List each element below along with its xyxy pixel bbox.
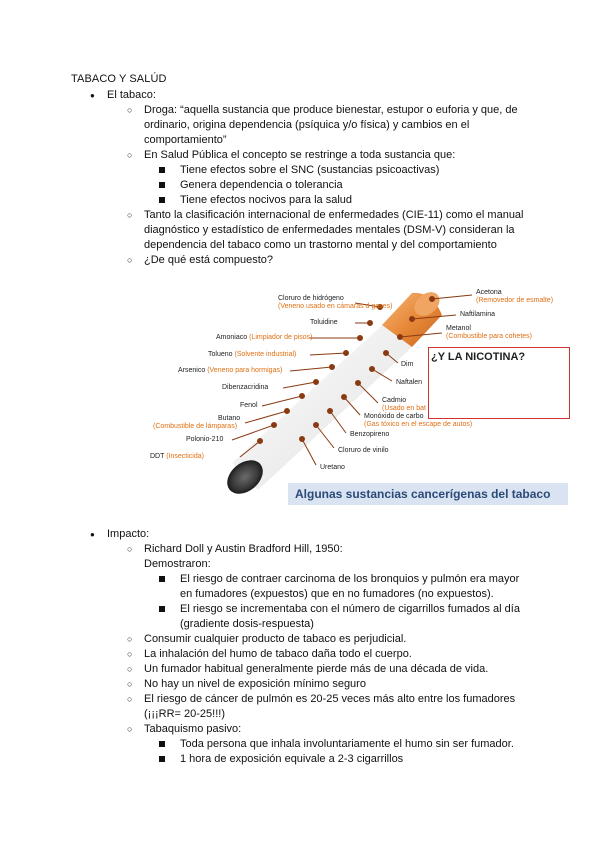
- bullet-square: [159, 741, 165, 747]
- bullet-square: [159, 182, 165, 188]
- list-item: ○ Tabaquismo pasivo: Toda persona que inhala involuntariamente el humo sin ser fumador. 1 hora de exposición equivale a 2-3 cigarrillos: [107, 722, 600, 767]
- list-item: ○ Un fumador habitual generalmente pierde más de una década de vida.: [127, 663, 489, 675]
- sub-list: [107, 572, 600, 632]
- label-cloruro-hidrogeno: Cloruro de hidrógeno (Veneno usado en cámaras d gases): [278, 295, 393, 310]
- label-benzopireno: Benzopireno: [350, 431, 390, 438]
- label-toluidine: Toluidine: [310, 319, 338, 326]
- impacto-list: [107, 542, 600, 767]
- sub-list-item: Tiene efectos nocivos para la salud: [107, 193, 600, 208]
- label-acetona: Acetona (Removedor de esmalte): [476, 289, 554, 304]
- label-uretano: Uretano: [320, 464, 345, 471]
- list-item: ○ Consumir cualquier producto de tabaco es perjudicial.: [127, 633, 407, 645]
- bullet-circle: ○: [127, 150, 133, 160]
- bullet-square: [159, 167, 165, 173]
- page-title: TABACO Y SALÚD: [71, 73, 167, 85]
- bullet-circle: ○: [127, 634, 133, 644]
- label-ddt: DDT (Insecticida): [150, 453, 204, 460]
- sub-list-item: El riesgo se incrementaba con el número de cigarrillos fumados al día (gradiente dosis-respuesta): [107, 602, 600, 632]
- label-tolueno: Tolueno (Solvente industrial): [208, 351, 297, 358]
- section-tabaco: [0, 88, 600, 268]
- label-naftilamina: Naftilamina: [460, 311, 496, 318]
- sub-list-item: El riesgo de contraer carcinoma de los bronquios y pulmón era mayor en fumadores (expuestos) que en no fumadores (no expuestos).: [107, 572, 600, 602]
- list-item: ○ ¿De qué está compuesto?: [127, 254, 274, 266]
- label-cloruro-vinilo: Cloruro de vinilo: [338, 447, 389, 454]
- label-dibenzacridina: Dibenzacridina: [222, 384, 269, 391]
- bullet-circle: ○: [127, 694, 133, 704]
- bullet-circle: ○: [127, 210, 133, 220]
- label-arsenico: Arsenico (Veneno para hormigas): [178, 367, 283, 374]
- bullet-circle: ○: [127, 724, 133, 734]
- bullet-square: [159, 606, 165, 612]
- list-item: ○ Droga: “aquella sustancia que produce bienestar, estupor o euforia y que, de ordinario, origina dependencia (psíquica y/o física) y cambios en el comportamiento”: [127, 104, 518, 146]
- sub-list-item: Toda persona que inhala involuntariamente el humo sin ser fumador.: [107, 737, 600, 752]
- label-monoxido-carbono: Monóxido de carbo (Gas tóxico en el escape de autos): [364, 413, 473, 428]
- bullet-dot: ●: [90, 530, 95, 539]
- bullet-square: [159, 756, 165, 762]
- list-item: ○ Tanto la clasificación internacional de enfermedades (CIE-11) como el manual diagnóstico y estadístico de enfermedades mentales (DSM-V) consideran la dependencia del tabaco como un trastorno mental y del comportamiento: [127, 209, 524, 251]
- label-butano: Butano (Combustible de lámparas): [153, 415, 241, 430]
- list-item: ○ No hay un nivel de exposición mínimo seguro: [127, 678, 366, 690]
- bullet-circle: ○: [127, 664, 133, 674]
- nicotina-question: ¿Y LA NICOTINA?: [431, 351, 526, 363]
- bullet-circle: ○: [127, 544, 133, 554]
- section-heading-impacto: ● Impacto: ○ Richard Doll y Austin Bradford Hill, 1950: Demostraron: El riesgo de contraer carcinoma de los bronquios y pulmón era mayor en fumadores (expuestos) que en no fumadores (no expuestos). El riesgo se incrementaba con el número de cigarrillos fumados al día (gradiente dosis-respuesta) ○ Consumir cualquier producto de tabaco es perjudicial. ○ La inhalación del humo de tabaco daña todo el cuerpo. ○ Un fumador habitual generalmente pierde más de una década de vida. ○ No hay un nivel de exposición mínimo seguro ○ El riesgo de cáncer de pulmón es 20-25 veces más alto entre los fumadores (¡¡¡RR= 20-25!!!) ○ Tabaquismo pasivo: Toda persona que inhala involuntariamente el humo sin ser fumador. 1 hora de exposición equivale a 2-3 cigarrillos: [0, 527, 600, 767]
- figure-caption: Algunas sustancias cancerígenas del tabaco: [295, 487, 551, 501]
- label-polonio: Polonio-210: [186, 436, 224, 443]
- sub-list-item: Tiene efectos sobre el SNC (sustancias psicoactivas): [107, 163, 600, 178]
- sub-list: [107, 163, 600, 208]
- section-impacto: [0, 527, 600, 767]
- bullet-square: [159, 576, 165, 582]
- bullet-circle: ○: [127, 649, 133, 659]
- label-naftalen: Naftalen: [396, 379, 423, 386]
- label-dim: Dim: [401, 361, 414, 368]
- list-item: ○ Richard Doll y Austin Bradford Hill, 1950: Demostraron: El riesgo de contraer carcinoma de los bronquios y pulmón era mayor en fumadores (expuestos) que en no fumadores (no expuestos). El riesgo se incrementaba con el número de cigarrillos fumados al día (gradiente dosis-respuesta): [107, 542, 600, 632]
- list-item: ○ El riesgo de cáncer de pulmón es 20-25 veces más alto entre los fumadores (¡¡¡RR= 20-25!!!): [127, 693, 516, 720]
- bullet-circle: ○: [127, 105, 133, 115]
- bullet-dot: ●: [90, 91, 95, 100]
- bullet-circle: ○: [127, 679, 133, 689]
- bullet-circle: ○: [127, 255, 133, 265]
- bullet-square: [159, 197, 165, 203]
- tabaco-list: [107, 103, 600, 268]
- cigarette-figure: [150, 285, 570, 510]
- label-fenol: Fenol: [240, 402, 258, 409]
- section-heading-tabaco: ● El tabaco: ○ Droga: “aquella sustancia que produce bienestar, estupor o euforia y que, de ordinario, origina dependencia (psíquica y/o física) y cambios en el comportamiento” ○ En Salud Pública el concepto se restringe a toda sustancia que: Tiene efectos sobre el SNC (sustancias psicoactivas) Genera dependencia o tolerancia Tiene efectos nocivos para la salud ○ Tanto la clasificación internacional de enfermedades (CIE-11) como el manual diagnóstico y estadístico de enfermedades mentales (DSM-V) consideran la dependencia del tabaco como un trastorno mental y del comportamiento ○ ¿De qué está compuesto?: [0, 88, 600, 268]
- label-metanol: Metanol (Combustible para cohetes): [446, 325, 532, 340]
- list-item: ○ La inhalación del humo de tabaco daña todo el cuerpo.: [127, 648, 412, 660]
- label-amoniaco: Amoniaco (Limpiador de pisos): [216, 334, 313, 341]
- sub-list: [107, 737, 600, 767]
- label-cadmio: Cadmio (Usado en bat: [382, 397, 426, 412]
- sub-list-item: Genera dependencia o tolerancia: [107, 178, 600, 193]
- sub-list-item: 1 hora de exposición equivale a 2-3 cigarrillos: [107, 752, 600, 767]
- list-item: ○ En Salud Pública el concepto se restringe a toda sustancia que: Tiene efectos sobre el SNC (sustancias psicoactivas) Genera dependencia o tolerancia Tiene efectos nocivos para la salud: [107, 148, 600, 208]
